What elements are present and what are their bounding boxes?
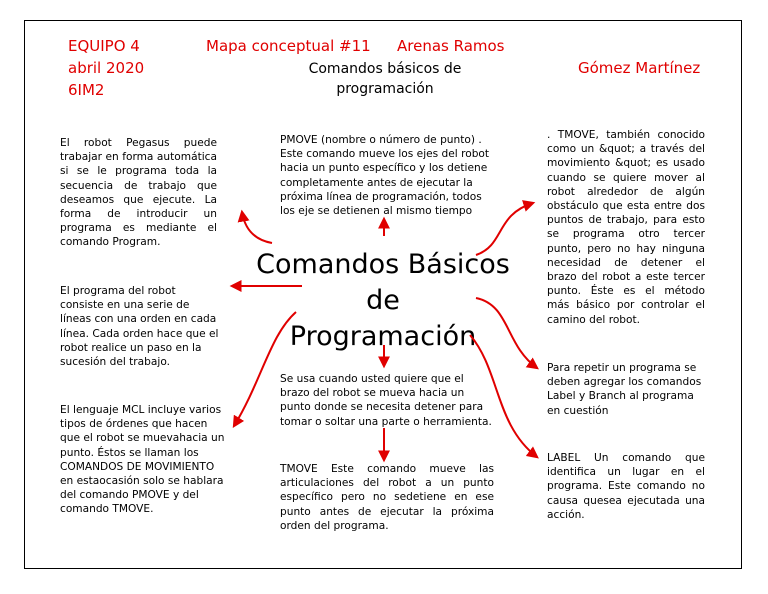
tmove-alt-text: . TMOVE, también conocido como un &quot; a través del movimiento &quot; es usado cuando se quiere mover al robot alrededor de algún obstáculo que esta entre dos puntos de trabajo, para esto se programa otro tercer punto, pero no hay ninguna necesidad de detener el brazo del robot a este tercer punto. Éste es el método más básico por controlar el camino del robot. bbox=[547, 129, 705, 326]
map-title: Mapa conceptual #11 bbox=[206, 37, 371, 55]
author-first: Arenas Ramos bbox=[397, 37, 505, 55]
subtitle-line1: Comandos básicos de bbox=[308, 61, 462, 77]
label-text: LABEL Un comando que identifica un lugar en el programa. Este comando no causa quesea ejecutada una acción. bbox=[547, 452, 705, 521]
central-line1: Comandos Básicos bbox=[256, 249, 510, 280]
usa-text: Se usa cuando usted quiere que el brazo del robot se mueva hacia un punto donde se necesita detener para tomar o soltar una parte o herramienta. bbox=[280, 373, 492, 428]
pegasus-text: El robot Pegasus puede trabajar en forma automática si se le programa toda la secuencia de trabajo que deseamos que ejecute. La forma de introducir un programa es mediante el comando Program. bbox=[60, 137, 217, 249]
group-label: 6IM2 bbox=[68, 81, 105, 99]
programa-text: El programa del robot consiste en una serie de líneas con una orden en cada línea. Cada orden hace que el robot realice un paso en la sucesión del trabajo. bbox=[60, 285, 219, 369]
team-label: EQUIPO 4 bbox=[68, 37, 140, 55]
arrow-to-pegasus bbox=[242, 212, 272, 243]
central-line2: de bbox=[366, 285, 400, 316]
arrow-to-mcl bbox=[234, 312, 296, 426]
repetir-text: Para repetir un programa se deben agregar los comandos Label y Branch al programa en cuestión bbox=[547, 362, 702, 417]
date-label: abril 2020 bbox=[68, 59, 145, 77]
author-second: Gómez Martínez bbox=[578, 59, 701, 77]
arrow-to-label bbox=[470, 335, 537, 457]
pmove-text: PMOVE (nombre o número de punto) . Este comando mueve los ejes del robot hacia un punto específico y los detiene completamente antes de ejecutar la próxima línea de programación, todos los eje se detienen al mismo tiempo bbox=[280, 134, 490, 218]
tmove-text: TMOVE Este comando mueve las articulaciones del robot a un punto específico pero no sedetiene en ese punto antes de ejecutar la próxima orden del programa. bbox=[280, 463, 494, 532]
arrow-to-tmove-alt bbox=[476, 203, 533, 255]
mcl-text: El lenguaje MCL incluye varios tipos de órdenes que hacen que el robot se muevahacia un punto. Éstos se llaman los COMANDOS DE MOVIMIENTO en estaocasión solo se hablara del comando PMOVE y del comando TMOVE. bbox=[60, 404, 225, 516]
central-line3: Programación bbox=[289, 321, 477, 352]
subtitle-line2: programación bbox=[336, 81, 434, 97]
